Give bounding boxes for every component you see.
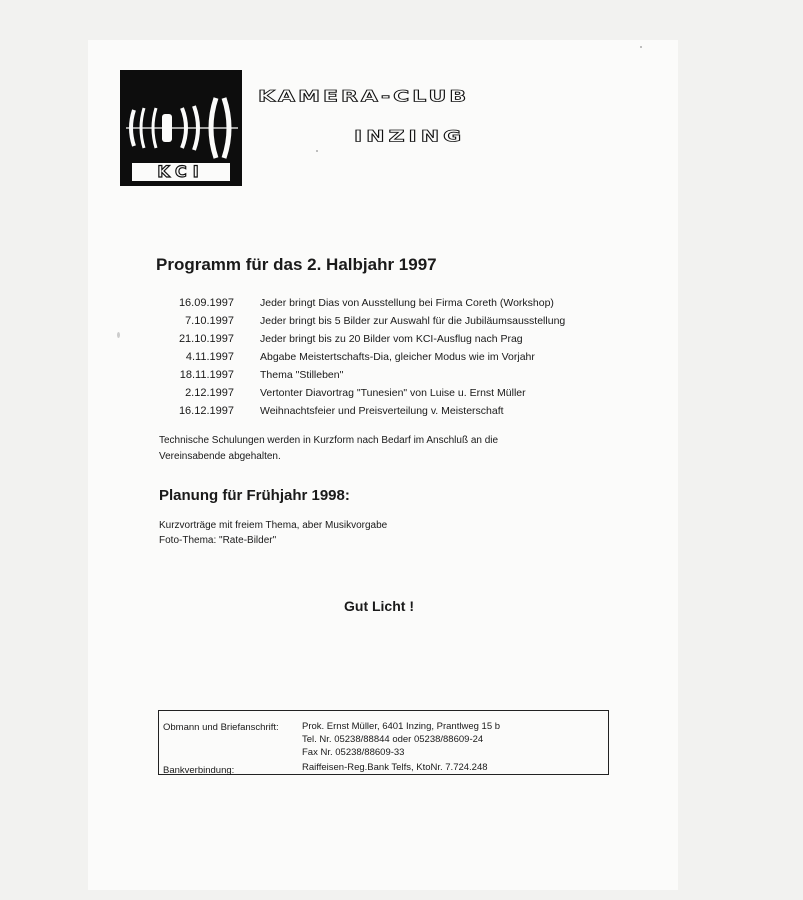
planning-heading: Planung für Frühjahr 1998: <box>159 487 350 504</box>
list-item <box>160 294 620 312</box>
event-description: Abgabe Meistertschafts-Dia, gleicher Modus wie im Vorjahr <box>260 351 535 363</box>
event-description: Thema "Stilleben" <box>260 369 344 381</box>
event-date: 16.09.1997 <box>178 297 234 309</box>
bank-label: Bankverbindung: <box>163 765 235 776</box>
list-item <box>160 348 620 366</box>
bank-value: Raiffeisen-Reg.Bank Telfs, KtoNr. 7.724.248 <box>302 762 488 773</box>
address-value: Prok. Ernst Müller, 6401 Inzing, Prantlweg 15 b <box>302 721 501 732</box>
address-label: Obmann und Briefanschrift: <box>163 722 279 733</box>
note-line: Technische Schulungen werden in Kurzform nach Bedarf im Anschluß an die <box>159 435 499 446</box>
event-description: Vertonter Diavortrag "Tunesien" von Luise u. Ernst Müller <box>260 387 526 399</box>
contact-details <box>302 720 500 759</box>
planning-text <box>159 518 387 548</box>
event-date: 16.12.1997 <box>178 405 234 417</box>
event-description: Jeder bringt Dias von Ausstellung bei Firma Coreth (Workshop) <box>260 297 554 309</box>
event-date: 18.11.1997 <box>179 369 234 381</box>
list-item <box>160 330 620 348</box>
list-item <box>160 366 620 384</box>
closing-greeting: Gut Licht ! <box>344 598 414 614</box>
scan-speck <box>640 46 642 48</box>
list-item <box>160 402 620 420</box>
program-list <box>160 294 620 420</box>
planning-line: Kurzvorträge mit freiem Thema, aber Musikvorgabe <box>159 520 388 531</box>
scan-speck <box>117 332 120 338</box>
club-location: INZING <box>354 128 466 146</box>
event-date: 21.10.1997 <box>178 333 234 345</box>
contact-box <box>158 710 609 775</box>
event-date: 7.10.1997 <box>185 315 234 327</box>
list-item <box>160 312 620 330</box>
event-description: Weihnachtsfeier und Preisverteilung v. Meisterschaft <box>260 405 504 417</box>
logo-text: KCI <box>157 162 205 181</box>
club-logo <box>120 70 242 186</box>
scan-speck <box>316 150 318 152</box>
training-note <box>159 433 579 465</box>
club-name: KAMERA-CLUB <box>258 88 470 106</box>
event-description: Jeder bringt bis 5 Bilder zur Auswahl für die Jubiläumsausstellung <box>260 315 566 327</box>
planning-line: Foto-Thema: "Rate-Bilder" <box>159 535 277 546</box>
note-line: Vereinsabende abgehalten. <box>159 451 281 462</box>
event-date: 2.12.1997 <box>185 387 234 399</box>
event-description: Jeder bringt bis zu 20 Bilder vom KCI-Ausflug nach Prag <box>260 333 523 345</box>
phone-value: Tel. Nr. 05238/88844 oder 05238/88609-24 <box>302 734 484 745</box>
program-heading: Programm für das 2. Halbjahr 1997 <box>156 255 437 274</box>
fax-value: Fax Nr. 05238/88609-33 <box>302 747 405 758</box>
list-item <box>160 384 620 402</box>
event-date: 4.11.1997 <box>185 351 234 363</box>
